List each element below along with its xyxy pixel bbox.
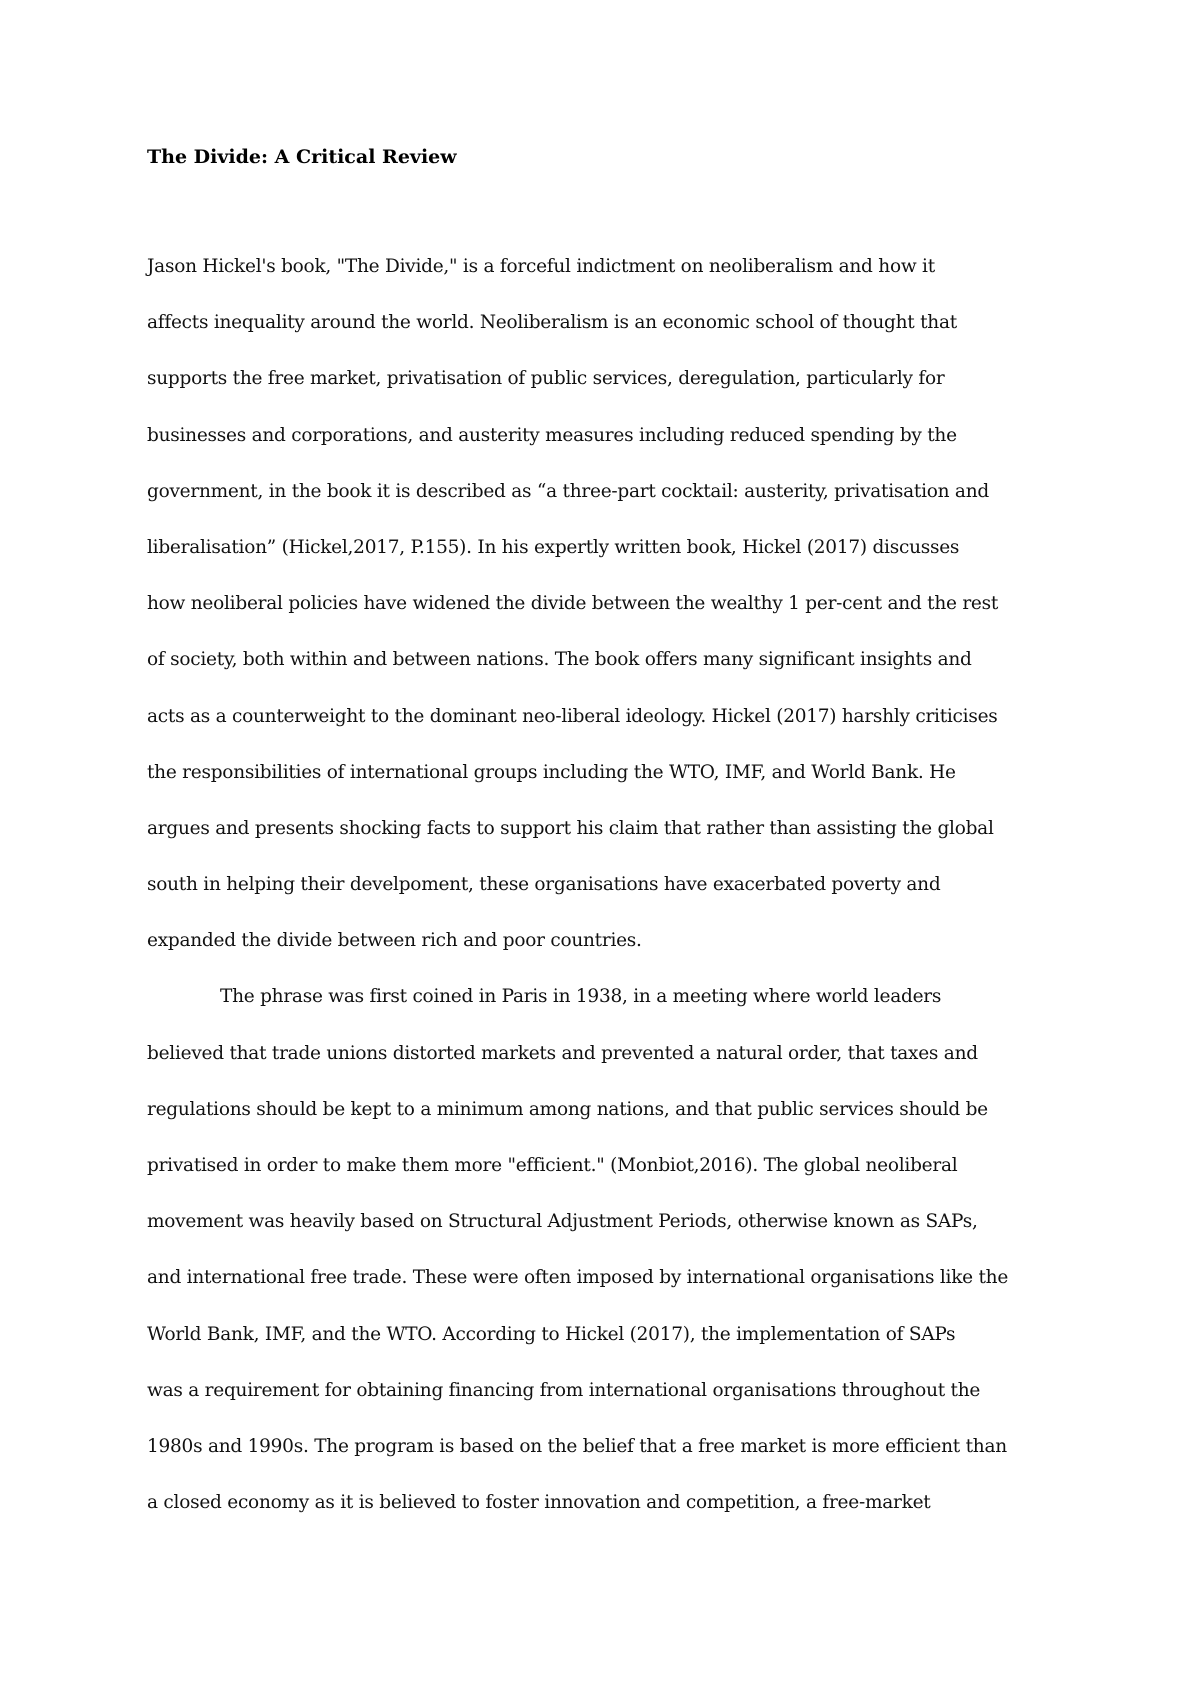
- text-line: Jason Hickel's book, "The Divide," is a forceful indictment on neoliberalism and how it: [147, 256, 935, 277]
- text-line: expanded the divide between rich and poor countries.: [147, 930, 642, 952]
- text-line: supports the free market, privatisation of public services, deregulation, particularly for: [147, 368, 945, 390]
- text-line: businesses and corporations, and austerity measures including reduced spending by the: [147, 424, 957, 446]
- text-line: affects inequality around the world. Neoliberalism is an economic school of thought that: [147, 312, 957, 334]
- text-line: government, in the book it is described as “a three-part cocktail: austerity, privatisation and: [147, 480, 989, 502]
- text-line: 1980s and 1990s. The program is based on the belief that a free market is more efficient than: [147, 1435, 1007, 1457]
- text-line: privatised in order to make them more "efficient." (Monbiot,2016). The global neoliberal: [147, 1155, 958, 1176]
- text-line: argues and presents shocking facts to support his claim that rather than assisting the global: [147, 817, 994, 839]
- text-line: World Bank, IMF, and the WTO. According to Hickel (2017), the implementation of SAPs: [147, 1323, 956, 1345]
- text-line: of society, both within and between nations. The book offers many significant insights and: [147, 649, 972, 671]
- text-line: believed that trade unions distorted markets and prevented a natural order, that taxes and: [147, 1042, 978, 1064]
- text-line: liberalisation” (Hickel,2017, P.155). In his expertly written book, Hickel (2017) discusses: [147, 536, 960, 558]
- document-body: [147, 255, 1067, 1547]
- text-line: south in helping their develpoment, these organisations have exacerbated poverty and: [147, 874, 941, 896]
- text-line: and international free trade. These were often imposed by international organisations like the: [147, 1267, 1009, 1289]
- text-line: regulations should be kept to a minimum among nations, and that public services should be: [147, 1098, 988, 1120]
- text-line: acts as a counterweight to the dominant neo-liberal ideology. Hickel (2017) harshly criticises: [147, 705, 998, 727]
- paragraph-first-line: The phrase was first coined in Paris in 1938, in a meeting where world leaders: [220, 986, 942, 1008]
- text-line: the responsibilities of international groups including the WTO, IMF, and World Bank. He: [147, 761, 956, 783]
- text-line: how neoliberal policies have widened the divide between the wealthy 1 per-cent and the rest: [147, 593, 999, 615]
- text-line: a closed economy as it is believed to foster innovation and competition, a free-market: [147, 1492, 931, 1514]
- text-line: was a requirement for obtaining financing from international organisations throughout the: [147, 1379, 981, 1401]
- text-line: movement was heavily based on Structural Adjustment Periods, otherwise known as SAPs,: [147, 1211, 978, 1233]
- document-title: The Divide: A Critical Review: [147, 146, 457, 168]
